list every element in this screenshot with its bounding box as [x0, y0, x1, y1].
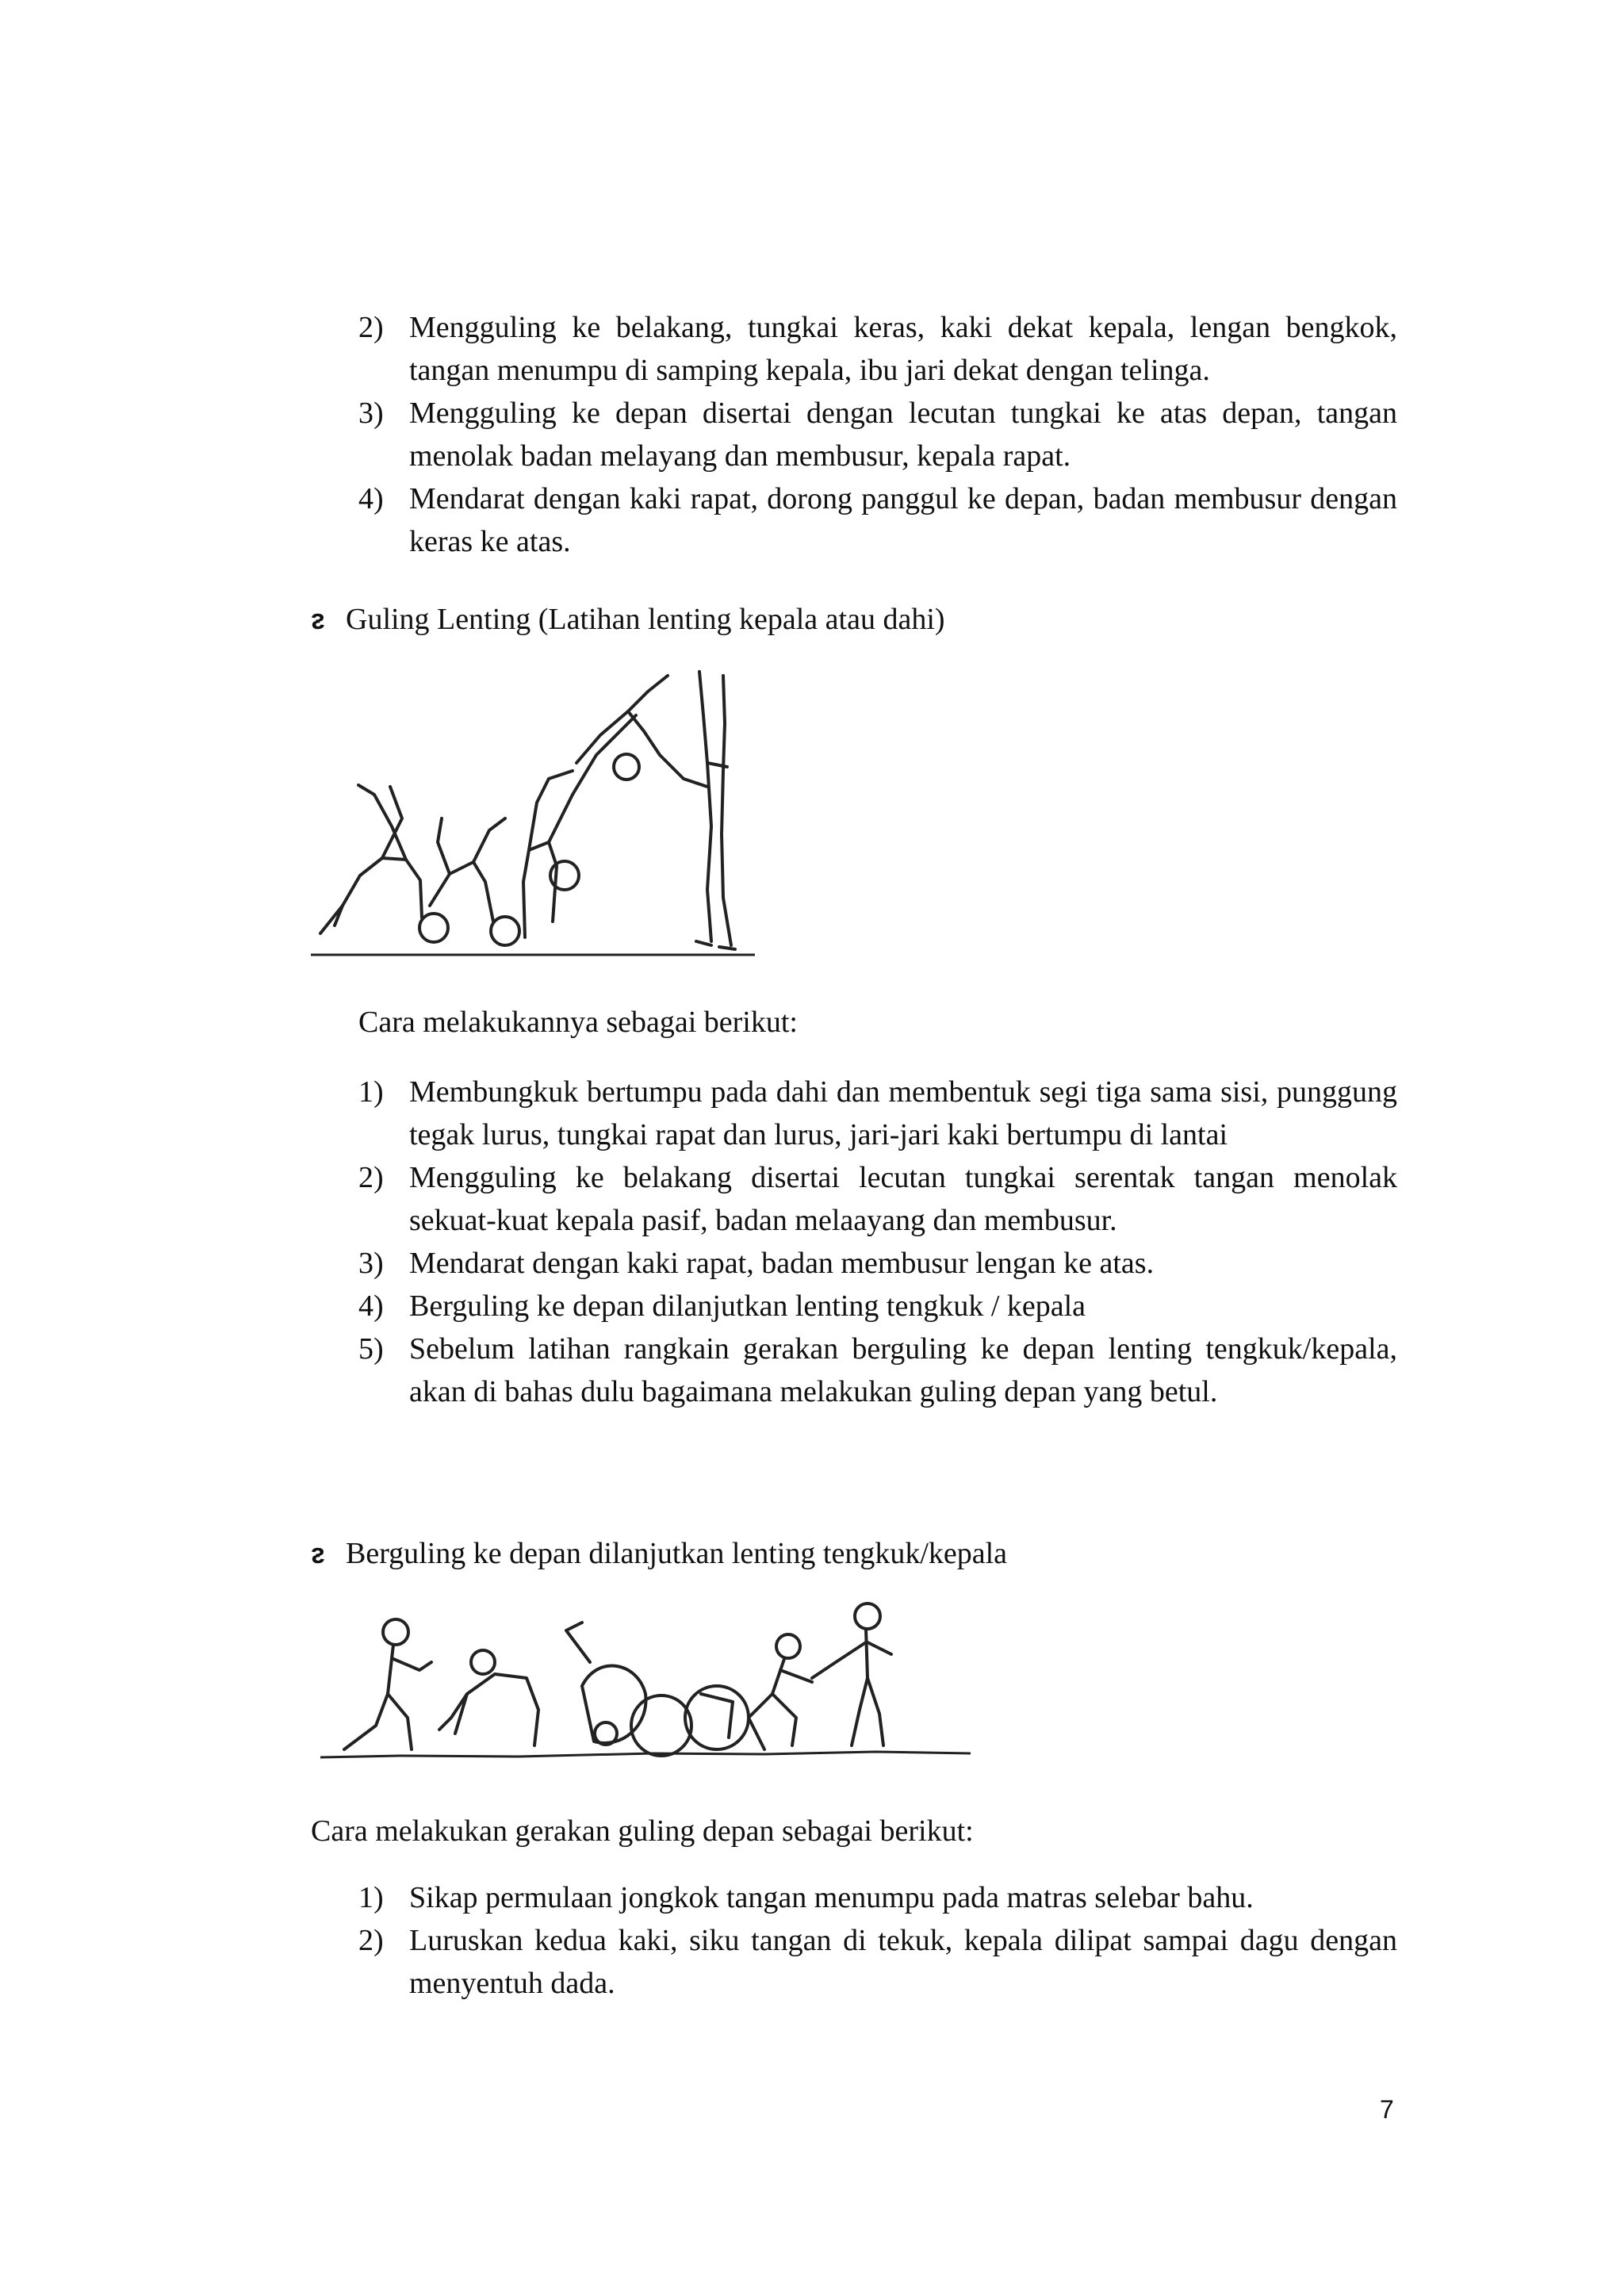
- list-item: 3) Mengguling ke depan disertai dengan lecutan tungkai ke atas depan, tangan menolak badan melayang dan membusur, kepala rapat.: [358, 397, 1397, 473]
- list-item: 1) Sikap permulaan jongkok tangan menumpu pada matras selebar bahu.: [358, 1881, 1254, 1914]
- list-item: 2) Mengguling ke belakang disertai lecutan tungkai serentak tangan menolak sekuat-kuat kepala pasif, badan melaayang dan membusur.: [358, 1161, 1397, 1237]
- list-item: 4) Mendarat dengan kaki rapat, dorong panggul ke depan, badan membusur dengan keras ke atas.: [358, 482, 1397, 558]
- page-number: 7: [1380, 2095, 1394, 2124]
- section2-intro: Cara melakukan gerakan guling depan sebagai berikut:: [311, 1814, 974, 1848]
- list-item: 5) Sebelum latihan rangkain gerakan berguling ke depan lenting tengkuk/kepala, akan di bahas dulu bagaimana melakukan guling depan yang betul.: [358, 1332, 1397, 1408]
- neck-spring-illustration: [311, 668, 755, 961]
- section1-intro: Cara melakukannya sebagai berikut:: [358, 1006, 798, 1039]
- list-item-text: Luruskan kedua kaki, siku tangan di tekuk, kepala dilipat sampai dagu dengan menyentuh dada.: [409, 1924, 1397, 2000]
- section-heading-text: Guling Lenting (Latihan lenting kepala atau dahi): [346, 603, 945, 636]
- list-item: 4) Berguling ke depan dilanjutkan lenting tengkuk / kepala: [358, 1289, 1086, 1323]
- gymnast-icon: ᴤ: [311, 603, 325, 636]
- list-item: 2) Luruskan kedua kaki, siku tangan di tekuk, kepala dilipat sampai dagu dengan menyentuh dada.: [358, 1924, 1397, 2000]
- list-item: 1) Membungkuk bertumpu pada dahi dan membentuk segi tiga sama sisi, punggung tegak lurus, tungkai rapat dan lurus, jari-jari kaki bertumpu di lantai: [358, 1075, 1397, 1151]
- section-heading-guling-lenting: [311, 598, 945, 642]
- list-item-text: Sebelum latihan rangkain gerakan berguling ke depan lenting tengkuk/kepala, akan di bahas dulu bagaimana melakukan guling depan yang betul.: [409, 1332, 1397, 1408]
- list-item: 3) Mendarat dengan kaki rapat, badan membusur lengan ke atas.: [358, 1247, 1155, 1280]
- list-item-text: Mendarat dengan kaki rapat, dorong panggul ke depan, badan membusur dengan keras ke atas.: [409, 482, 1397, 558]
- list-item-text: Membungkuk bertumpu pada dahi dan membentuk segi tiga sama sisi, punggung tegak lurus, tungkai rapat dan lurus, jari-jari kaki bertumpu di lantai: [409, 1075, 1397, 1151]
- section-heading-text: Berguling ke depan dilanjutkan lenting tengkuk/kepala: [346, 1537, 1008, 1570]
- list-item-text: Mengguling ke belakang disertai lecutan tungkai serentak tangan menolak sekuat-kuat kepala pasif, badan melaayang dan membusur.: [409, 1161, 1397, 1237]
- section-heading-berguling: [311, 1532, 1007, 1576]
- list-item-text: Mengguling ke depan disertai dengan lecutan tungkai ke atas depan, tangan menolak badan melayang dan membusur, kepala rapat.: [409, 397, 1397, 473]
- section2-steps-list: [358, 1876, 1397, 2005]
- list-item-text: Mengguling ke belakang, tungkai keras, kaki dekat kepala, lengan bengkok, tangan menumpu di samping kepala, ibu jari dekat dengan telinga.: [409, 311, 1397, 387]
- list-item-text: Sikap permulaan jongkok tangan menumpu pada matras selebar bahu.: [409, 1881, 1254, 1914]
- list-item: 2) Mengguling ke belakang, tungkai keras, kaki dekat kepala, lengan bengkok, tangan menumpu di samping kepala, ibu jari dekat dengan telinga.: [358, 311, 1397, 387]
- section1-steps-list: [358, 1071, 1397, 1413]
- list-item-text: Berguling ke depan dilanjutkan lenting tengkuk / kepala: [409, 1289, 1086, 1323]
- gymnast-icon: ᴤ: [311, 1538, 325, 1570]
- forward-roll-illustration: [320, 1599, 971, 1773]
- list-item-text: Mendarat dengan kaki rapat, badan membusur lengan ke atas.: [409, 1247, 1155, 1280]
- top-steps-list: [358, 306, 1397, 563]
